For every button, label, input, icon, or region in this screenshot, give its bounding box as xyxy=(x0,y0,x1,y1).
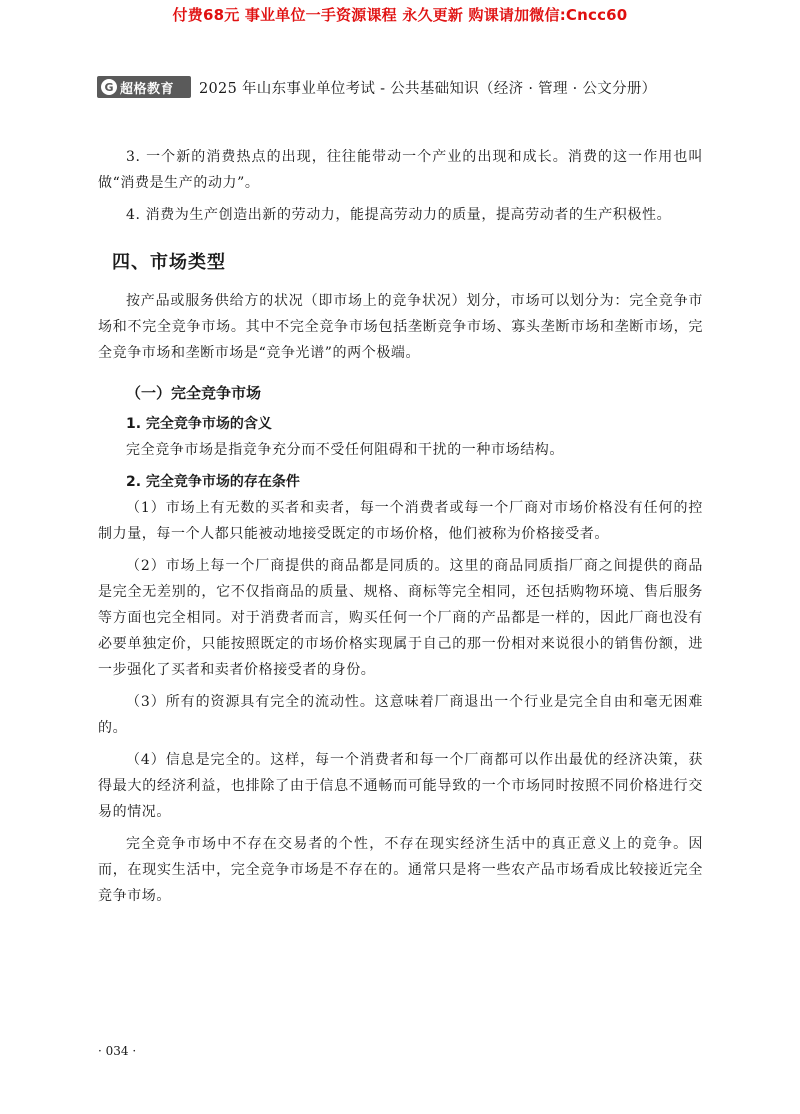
document-body xyxy=(98,144,703,909)
page-header xyxy=(97,76,656,98)
subsection-heading: （一）完全竞争市场 xyxy=(126,384,262,402)
condition-3: （3）所有的资源具有完全的流动性。这意味着厂商退出一个行业是完全自由和毫无困难的。 xyxy=(98,694,703,736)
condition-2: （2）市场上每一个厂商提供的商品都是同质的。这里的商品同质指厂商之间提供的商品是完全无差别的，它不仅指商品的质量、规格、商标等完全相同，还包括购物环境、售后服务等方面也完全相同。对于消费者而言，购买任何一个厂商的产品都是一样的，因此厂商也没有必要单独定价，只能按照既定的市场价格实现属于自己的那一份相对来说很小的销售份额，进一步强化了买者和卖者价格接受者的身份。 xyxy=(98,558,703,678)
item-heading-definition: 1. 完全竞争市场的含义 xyxy=(126,416,272,432)
section-heading: 四、市场类型 xyxy=(112,252,226,273)
paragraph-definition: 完全竞争市场是指竞争充分而不受任何阻碍和干扰的一种市场结构。 xyxy=(126,442,564,458)
paragraph-consumption-4: 4. 消费为生产创造出新的劳动力，能提高劳动力的质量，提高劳动者的生产积极性。 xyxy=(126,207,672,223)
paragraph-conclusion: 完全竞争市场中不存在交易者的个性，不存在现实经济生活中的真正意义上的竞争。因而，在现实生活中，完全竞争市场是不存在的。通常只是将一些农产品市场看成比较接近完全竞争市场。 xyxy=(98,836,703,904)
paragraph-consumption-3: 3. 一个新的消费热点的出现，往往能带动一个产业的出现和成长。消费的这一作用也叫做“消费是生产的动力”。 xyxy=(98,149,703,191)
header-title: 2025 年山东事业单位考试 - 公共基础知识（经济 · 管理 · 公文分册） xyxy=(199,80,657,97)
logo-mark-icon: G xyxy=(101,79,117,95)
watermark-banner: 付费68元 事业单位一手资源课程 永久更新 购课请加微信:Cncc60 xyxy=(172,6,628,24)
condition-4: （4）信息是完全的。这样，每一个消费者和每一个厂商都可以作出最优的经济决策，获得最大的经济利益，也排除了由于信息不通畅而可能导致的一个市场同时按照不同价格进行交易的情况。 xyxy=(98,752,703,820)
logo-text: 超格教育 xyxy=(120,81,175,97)
paragraph-market-types: 按产品或服务供给方的状况（即市场上的竞争状况）划分，市场可以划分为：完全竞争市场和不完全竞争市场。其中不完全竞争市场包括垄断竞争市场、寡头垄断市场和垄断市场，完全竞争市场和垄断市场是“竞争光谱”的两个极端。 xyxy=(98,293,703,361)
page-number: · 034 · xyxy=(98,1044,137,1058)
condition-1: （1）市场上有无数的买者和卖者，每一个消费者或每一个厂商对市场价格没有任何的控制力量，每一个人都只能被动地接受既定的市场价格，他们被称为价格接受者。 xyxy=(98,500,703,542)
item-heading-conditions: 2. 完全竞争市场的存在条件 xyxy=(126,474,300,490)
brand-logo xyxy=(97,76,191,98)
